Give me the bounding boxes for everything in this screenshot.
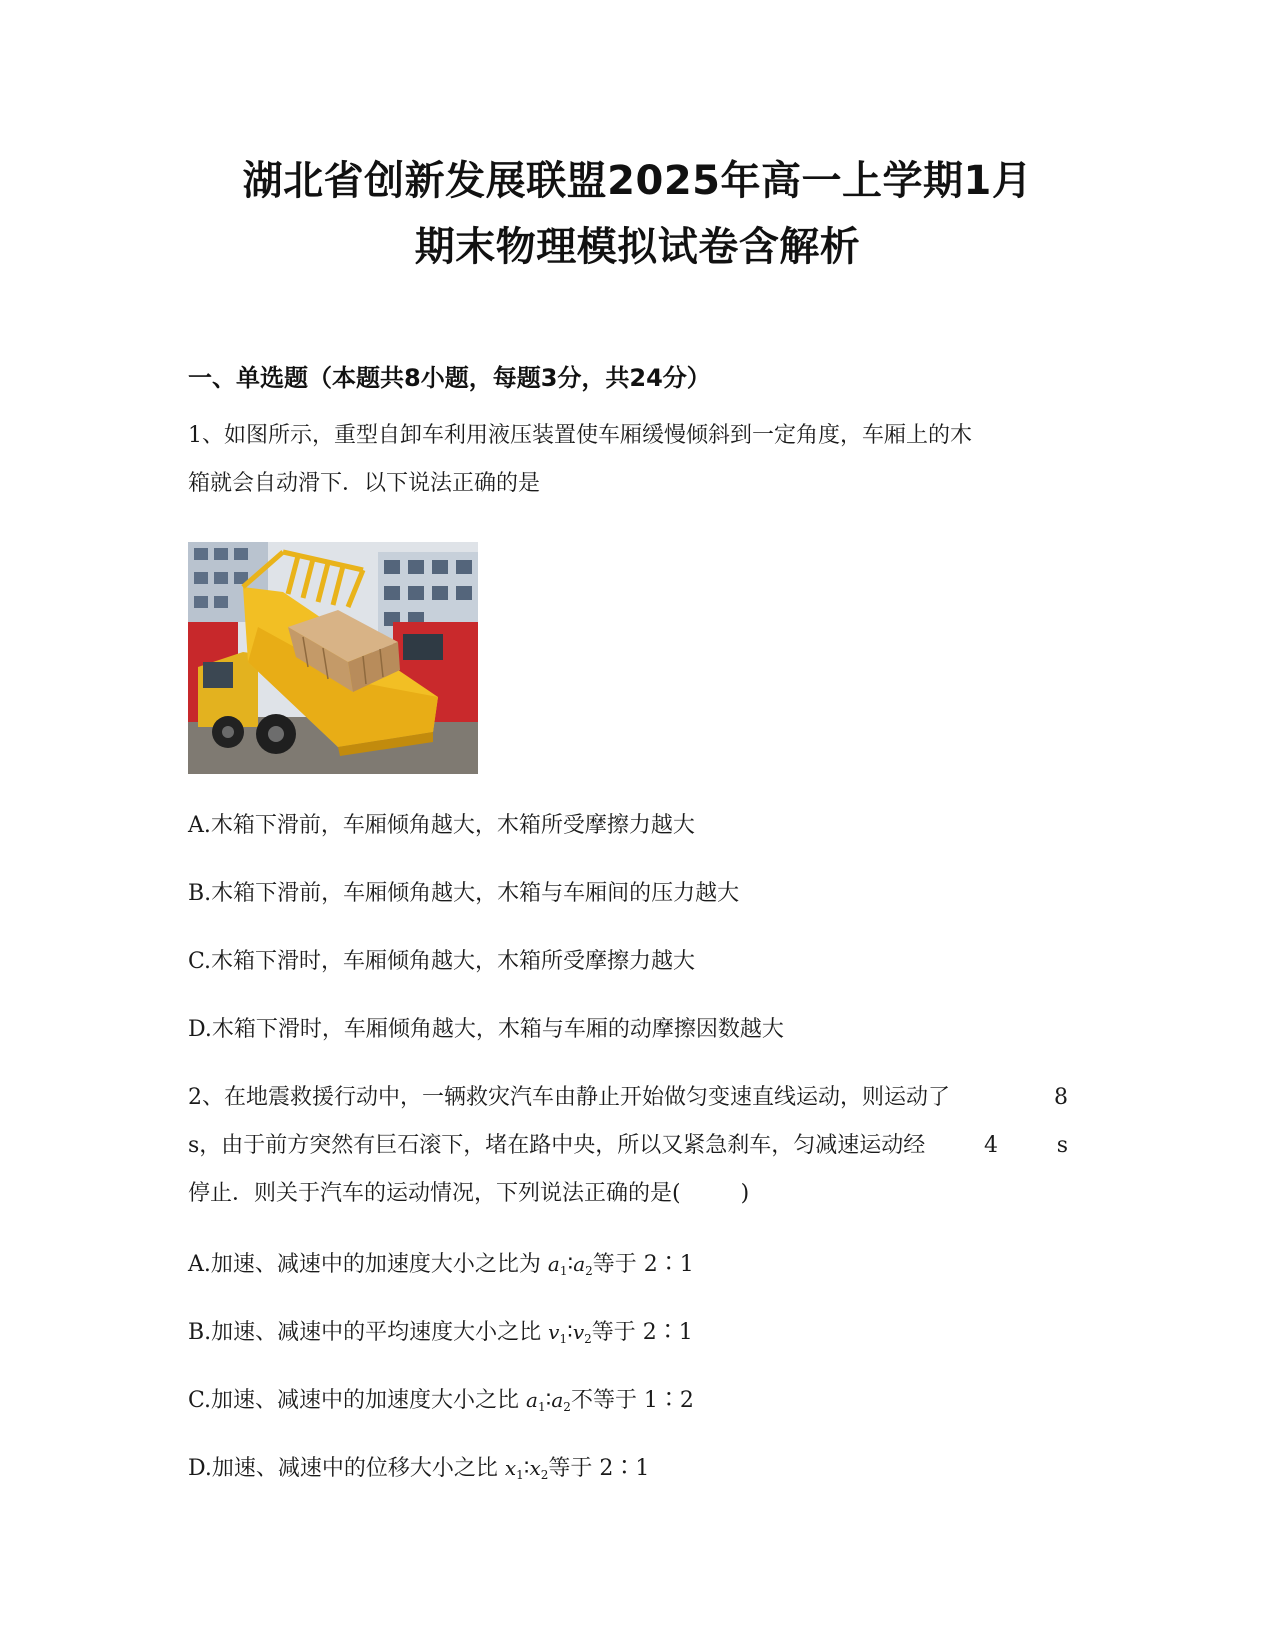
- q1-option-c: C.木箱下滑时，车厢倾角越大，木箱所受摩擦力越大: [188, 949, 696, 974]
- q2-stem-line-3-text: 停止．则关于汽车的运动情况，下列说法正确的是(: [188, 1181, 681, 1206]
- q1-option-a: A.木箱下滑前，车厢倾角越大，木箱所受摩擦力越大: [188, 813, 695, 838]
- section-heading-single-choice: 一、单选题（本题共8小题，每题3分，共24分）: [188, 364, 711, 392]
- subscript: 2: [563, 1400, 571, 1414]
- option-tail: 等于 2∶1: [591, 1320, 693, 1345]
- subscript: 1: [559, 1332, 568, 1346]
- subscript: 2: [540, 1468, 549, 1482]
- option-text: D.加速、减速中的位移大小之比: [188, 1456, 505, 1481]
- option-text: C.加速、减速中的加速度大小之比: [188, 1388, 527, 1413]
- subscript: 1: [559, 1264, 568, 1278]
- q1-option-d: D.木箱下滑时，车厢倾角越大，木箱与车厢的动摩擦因数越大: [188, 1017, 784, 1042]
- q2-option-c: [188, 1382, 694, 1425]
- q1-stem-line-1: 1、如图所示，重型自卸车利用液压装置使车厢缓慢倾斜到一定角度，车厢上的木: [188, 423, 972, 448]
- q2-option-a: [188, 1246, 694, 1289]
- variable: x: [504, 1456, 517, 1480]
- q2-stem-line-2-unit: s: [1056, 1133, 1068, 1158]
- q1-option-b: B.木箱下滑前，车厢倾角越大，木箱与车厢间的压力越大: [188, 881, 740, 906]
- q2-stem-line-3-close: ): [740, 1181, 750, 1206]
- option-tail: 不等于 1∶2: [570, 1388, 694, 1413]
- q2-stem-line-2: [188, 1128, 1068, 1164]
- document-title-line-1: 湖北省创新发展联盟2025年高一上学期1月: [242, 158, 1033, 204]
- subscript: 2: [584, 1332, 592, 1346]
- ratio-separator: ∶: [545, 1388, 552, 1413]
- option-tail: 等于 2∶1: [592, 1252, 694, 1277]
- variable: a: [551, 1388, 564, 1412]
- q2-option-b: [188, 1314, 693, 1357]
- q1-stem-line-2: 箱就会自动滑下．以下说法正确的是: [188, 471, 541, 496]
- variable: a: [573, 1252, 586, 1276]
- q2-stem-line-1-number: 8: [1054, 1085, 1068, 1110]
- q2-stem-line-3: [188, 1176, 749, 1212]
- ratio-separator: ∶: [523, 1456, 530, 1481]
- variable: x: [529, 1456, 541, 1480]
- variable: a: [526, 1388, 538, 1412]
- subscript: 2: [585, 1264, 593, 1278]
- subscript: 1: [516, 1468, 524, 1482]
- q2-option-d: [188, 1450, 649, 1493]
- variable: v: [548, 1320, 560, 1344]
- subscript: 1: [537, 1400, 546, 1414]
- option-text: B.加速、减速中的平均速度大小之比: [188, 1320, 549, 1345]
- ratio-separator: ∶: [567, 1252, 574, 1277]
- option-tail: 等于 2∶1: [548, 1456, 650, 1481]
- q2-stem-line-1-text: 2、在地震救援行动中，一辆救灾汽车由静止开始做匀变速直线运动，则运动了: [188, 1085, 950, 1110]
- ratio-separator: ∶: [567, 1320, 573, 1345]
- dump-truck-photo: [188, 542, 478, 774]
- option-text: A.加速、减速中的加速度大小之比为: [188, 1252, 548, 1277]
- document-title-line-2: 期末物理模拟试卷含解析: [414, 224, 861, 270]
- q2-stem-line-2-number: 4: [984, 1133, 998, 1158]
- variable: a: [547, 1252, 560, 1276]
- q2-stem-line-1: [188, 1080, 1068, 1116]
- q2-stem-line-2-text: s，由于前方突然有巨石滚下，堵在路中央，所以又紧急刹车，匀减速运动经: [188, 1133, 926, 1158]
- variable: v: [572, 1320, 585, 1344]
